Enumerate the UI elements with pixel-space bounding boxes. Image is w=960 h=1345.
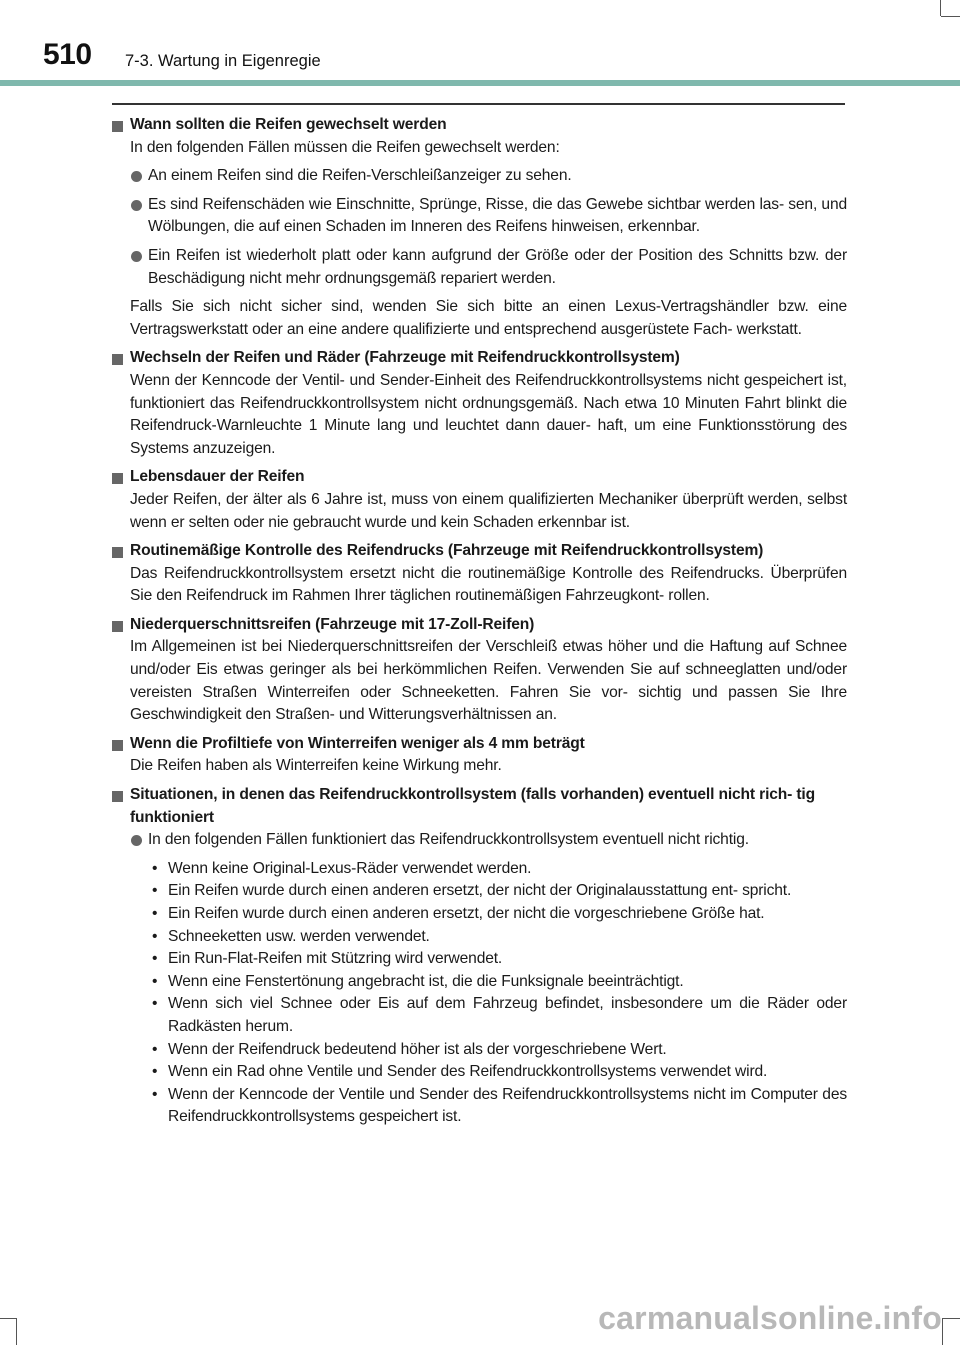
- page-number: 510: [43, 38, 92, 71]
- sub-bullet-text: Ein Reifen wurde durch einen anderen ersetzt, der nicht die vorgeschriebene Größe hat.: [168, 905, 765, 922]
- bullet-item: [130, 194, 847, 239]
- section: [112, 784, 847, 1129]
- sub-bullet-dot-icon: •: [152, 1040, 158, 1058]
- section-heading: Wann sollten die Reifen gewechselt werden: [130, 116, 447, 133]
- sub-bullet-item: [148, 858, 847, 881]
- section-heading: Situationen, in denen das Reifendruckkontrollsystem (falls vorhanden) eventuell nicht rich- tig funktioniert: [130, 786, 815, 826]
- watermark: carmanualsonline.info: [598, 1300, 942, 1336]
- sub-bullet-item: [148, 880, 847, 903]
- paragraph: Das Reifendruckkontrollsystem ersetzt nicht die routinemäßige Kontrolle des Reifendrucks. Überprüfen Sie den Reifendruck im Rahmen Ihrer täglichen routinemäßigen Fahrzeugkont- rollen.: [130, 564, 847, 605]
- sub-bullet-text: Wenn keine Original-Lexus-Räder verwendet werden.: [168, 859, 532, 877]
- section-heading: Routinemäßige Kontrolle des Reifendrucks (Fahrzeuge mit Reifendruckkontrollsystem): [130, 542, 764, 560]
- sub-bullet-dot-icon: •: [152, 950, 158, 968]
- sub-bullet-text: Wenn der Reifendruck bedeutend höher ist als der vorgeschriebene Wert.: [168, 1040, 667, 1058]
- bullet-circle-icon: [131, 835, 142, 846]
- sub-bullet-dot-icon: •: [152, 927, 158, 945]
- sub-bullet-text: Ein Run-Flat-Reifen mit Stützring wird verwendet.: [168, 950, 503, 968]
- crop-mark: [0, 1318, 16, 1319]
- sub-bullet-item: [148, 1084, 847, 1129]
- content-divider: [112, 103, 845, 105]
- paragraph: In den folgenden Fällen müssen die Reifen gewechselt werden:: [130, 138, 560, 156]
- sub-bullet-dot-icon: •: [152, 972, 158, 990]
- paragraph: Wenn der Kenncode der Ventil- und Sender-Einheit des Reifendruckkontrollsystems nicht gespeichert ist, funktioniert das Reifendruckkontrollsystem nicht ordnungsgemäß. Nach etwa 10 Minuten Fahrt blinkt die Reifendruck-Warnleuchte 1 Minute lang und leuchtet dann dauer- haft, um eine Funktionsstörung des Systems anzuzeigen.: [130, 371, 847, 457]
- bullet-circle-icon: [131, 200, 142, 211]
- sub-bullet-dot-icon: •: [152, 1063, 158, 1081]
- sub-bullet-dot-icon: •: [152, 882, 158, 900]
- bullet-text: An einem Reifen sind die Reifen-Verschleißanzeiger zu sehen.: [148, 167, 572, 185]
- sub-bullet-text: Ein Reifen wurde durch einen anderen ersetzt, der nicht der Originalausstattung ent- spricht.: [168, 882, 792, 900]
- sub-bullet-text: Wenn der Kenncode der Ventile und Sender des Reifendruckkontrollsystems nicht im Computer des Reifendruckkontrollsystems gespeichert ist.: [168, 1085, 847, 1126]
- paragraph: Falls Sie sich nicht sicher sind, wenden Sie sich bitte an einen Lexus-Vertragshändler bzw. eine Vertragswerkstatt oder an eine andere qualifizierte und entsprechend ausgerüstete Fach- werkstatt.: [130, 298, 847, 338]
- section-square-icon: [112, 740, 123, 751]
- crop-mark: [16, 1318, 17, 1345]
- paragraph: Jeder Reifen, der älter als 6 Jahre ist, muss von einem qualifizierten Mechaniker überprüft werden, selbst wenn er selten oder nie gebraucht wurde und kein Schaden erkennbar ist.: [130, 490, 847, 531]
- section-square-icon: [112, 547, 123, 558]
- sub-bullet-dot-icon: •: [152, 905, 158, 922]
- sub-bullet-item: [148, 903, 847, 926]
- section-square-icon: [112, 791, 123, 802]
- sub-bullet-text: Schneeketten usw. werden verwendet.: [168, 927, 430, 945]
- section: [112, 466, 847, 534]
- section-square-icon: [112, 621, 123, 632]
- bullet-circle-icon: [131, 171, 142, 182]
- page-content: [112, 114, 847, 1135]
- sub-bullet-text: Wenn sich viel Schnee oder Eis auf dem Fahrzeug befindet, insbesondere um die Räder oder Radkästen herum.: [168, 995, 847, 1035]
- sub-bullet-dot-icon: •: [152, 859, 158, 877]
- bullet-item: [130, 165, 847, 188]
- sub-bullet-item: [148, 1039, 847, 1062]
- bullet-circle-icon: [131, 251, 142, 262]
- sub-bullet-item: [148, 993, 847, 1038]
- sub-bullet-item: [148, 971, 847, 994]
- section-heading: Wechseln der Reifen und Räder (Fahrzeuge mit Reifendruckkontrollsystem): [130, 349, 680, 367]
- section-heading: Wenn die Profiltiefe von Winterreifen weniger als 4 mm beträgt: [130, 734, 585, 752]
- section-heading: Niederquerschnittsreifen (Fahrzeuge mit 17-Zoll-Reifen): [130, 615, 535, 633]
- section: [112, 733, 847, 778]
- section-square-icon: [112, 121, 123, 132]
- bullet-text: In den folgenden Fällen funktioniert das Reifendruckkontrollsystem eventuell nicht richtig.: [148, 831, 749, 849]
- section-heading: Lebensdauer der Reifen: [130, 468, 305, 486]
- section: [112, 540, 847, 608]
- section-title: 7-3. Wartung in Eigenregie: [125, 52, 321, 70]
- bullet-item: [130, 245, 847, 290]
- sub-bullet-item: [148, 948, 847, 971]
- section-square-icon: [112, 354, 123, 365]
- paragraph: Im Allgemeinen ist bei Niederquerschnittsreifen der Verschleiß etwas höher und die Haftung auf Schnee und/oder Eis etwas geringer als bei herkömmlichen Reifen. Verwenden Sie auf schneeglatten und/oder vereisten Straßen Winterreifen oder Schneeketten. Fahren Sie vor- sichtig und passen Sie Ihre Geschwindigkeit den Straßen- und Witterungsverhältnissen an.: [130, 638, 847, 724]
- crop-mark: [942, 1318, 960, 1319]
- bullet-item: [130, 829, 847, 852]
- bullet-text: Es sind Reifenschäden wie Einschnitte, Sprünge, Risse, die das Gewebe sichtbar werden las- sen, und Wölbungen, die auf einen Schaden im Inneren des Reifens hinweisen, erkennbar.: [148, 195, 847, 236]
- section: [112, 347, 847, 460]
- sub-bullet-item: [148, 1061, 847, 1084]
- sub-bullet-dot-icon: •: [152, 1085, 158, 1103]
- paragraph: Die Reifen haben als Winterreifen keine Wirkung mehr.: [130, 757, 502, 775]
- sub-bullet-item: [148, 926, 847, 949]
- crop-mark: [942, 1318, 943, 1345]
- section: [112, 614, 847, 727]
- section-square-icon: [112, 473, 123, 484]
- header-rule: [0, 80, 960, 86]
- page-header: [0, 0, 960, 88]
- sub-bullet-dot-icon: •: [152, 995, 158, 1013]
- sub-bullet-text: Wenn eine Fenstertönung angebracht ist, die die Funksignale beeinträchtigt.: [168, 972, 684, 990]
- section: [112, 114, 847, 341]
- bullet-text: Ein Reifen ist wiederholt platt oder kann aufgrund der Größe oder der Position des Schnitts bzw. der Beschädigung nicht mehr ordnungsgemäß repariert werden.: [148, 246, 847, 287]
- sub-bullet-text: Wenn ein Rad ohne Ventile und Sender des Reifendruckkontrollsystems verwendet wird.: [168, 1063, 768, 1081]
